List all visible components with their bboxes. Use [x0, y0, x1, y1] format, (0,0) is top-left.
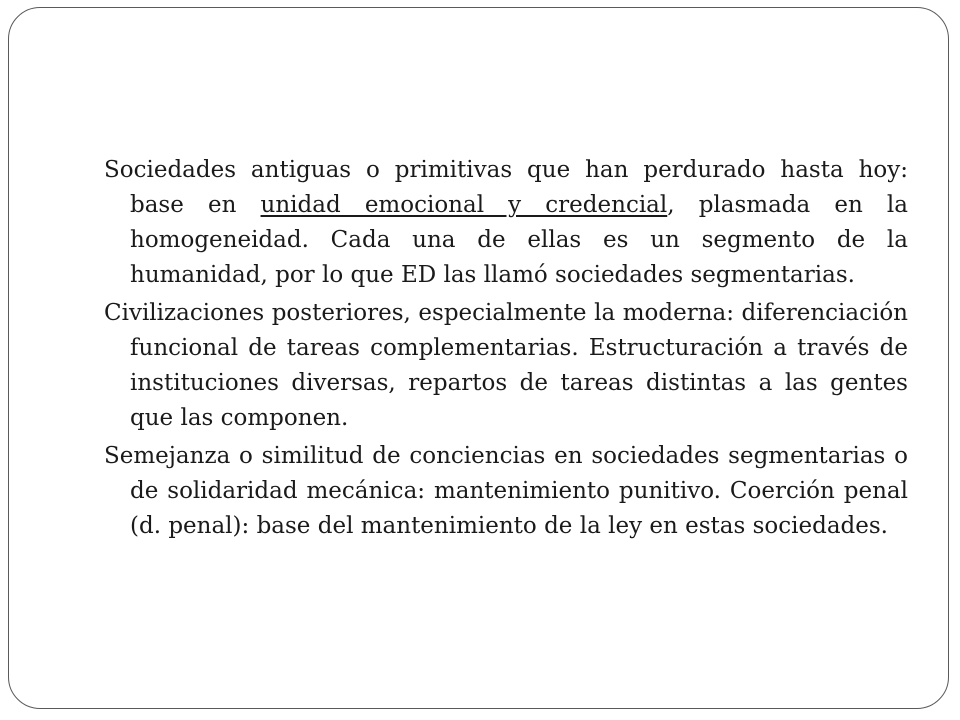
paragraph-1-text-end: , plasmada en la homogeneidad. Cada una de ellas es un segmento de la humanidad, por lo que ED las llamó sociedades segmentarias. [130, 192, 908, 288]
underlined-emphasis: unidad emocional y credencial [260, 192, 668, 218]
paragraph-mechanical-solidarity: Semejanza o similitud de conciencias en sociedades segmentarias o de solidaridad mecánica: mantenimiento punitivo. Coerción penal (d. penal): base del mantenimiento de la ley en estas sociedades. [104, 443, 908, 539]
slide-body [104, 153, 908, 547]
paragraph-1-text-start: Sociedades antiguas o primitivas que han perdurado hasta hoy: base en [104, 157, 908, 218]
paragraph-segmentary-societies [104, 153, 908, 293]
paragraph-modern-civilizations: Civilizaciones posteriores, especialmente la moderna: diferenciación funcional de tareas complementarias. Estructuración a través de instituciones diversas, repartos de tareas distintas a las gentes que las componen. [104, 300, 908, 431]
